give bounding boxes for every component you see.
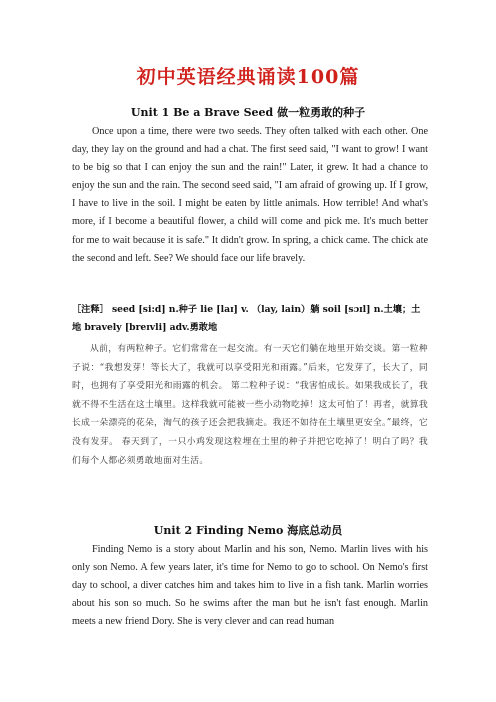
unit2-passage: Finding Nemo is a story about Marlin and his son, Nemo. Marlin lives with his only son Nemo. A few years later, it's time for Nemo to go to school. On Nemo's first day to school, a diver catches him and takes him to live in a fish tank. Marlin worries about his son so much. So he swims after the man but he isn't fast enough. Marlin meets a new friend Dory. She is very clever and can read human	[72, 544, 428, 628]
unit1-heading: Unit 1 Be a Brave Seed 做一粒勇敢的种子	[130, 106, 366, 119]
unit1-notes: ［注释］ seed [si:d] n.种子 lie [laɪ] v. （lay, lain）躺 soil [sɔɪl] n.土壤；土地 bravely [breɪvli] adv.勇敢地	[72, 304, 421, 333]
unit1-passage: Once upon a time, there were two seeds. They often talked with each other. One day, they lay on the ground and had a chat. The first seed said, "I want to grow! I want to be big so that I can enjoy the sun and the rain!" Later, it grew. It had a chance to enjoy the sun and the rain. The second seed said, "I am afraid of growing up. If I grow, I have to live in the soil. I might be eaten by little animals. How terrible! And what's more, if I become a beautiful flower, a child will come and pick me. It's much better for me to wait because it is safe." It didn't grow. In spring, a chick came. The chick ate the second and left. See? We should face our life bravely.	[72, 126, 428, 264]
document-title: 初中英语经典诵读100篇	[136, 66, 360, 88]
unit1-translation: 从前，有两粒种子。它们常常在一起交流。有一天它们躺在地里开始交谈。第一粒种子说：“我想发芽！等长大了，我就可以享受阳光和雨露。”后来，它发芽了，长大了，同时，也拥有了享受阳光和雨露的机会。 第二粒种子说：“我害怕成长。如果我成长了，我就不得不生活在这土壤里。这样我就可能被一些小动物吃掉！这太可怕了！再者，就算我长成一朵漂亮的花朵，淘气的孩子还会把我摘走。我还不如待在土壤里更安全。”最终，它没有发芽。 春天到了，一只小鸡发现这粒埋在土里的种子并把它吃掉了！明白了吗？我们每个人都必须勇敢地面对生活。	[72, 344, 428, 466]
unit2-heading: Unit 2 Finding Nemo 海底总动员	[153, 524, 343, 537]
